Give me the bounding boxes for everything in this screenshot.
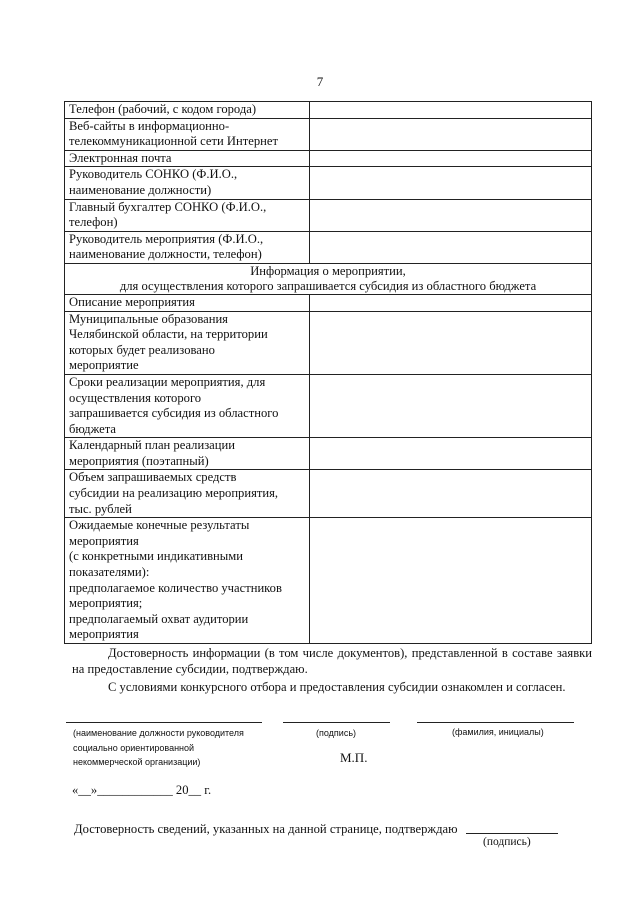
- row-label: Руководитель СОНКО (Ф.И.О., наименование должности): [65, 167, 310, 199]
- name-caption: (фамилия, инициалы): [452, 727, 544, 737]
- row-value-cell[interactable]: [310, 150, 592, 167]
- certify-paragraph: Достоверность информации (в том числе документов), представленной в составе заявки на предоставление субсидии, подтверждаю.: [72, 646, 592, 676]
- stamp-mark: М.П.: [340, 750, 368, 765]
- form-row: [65, 102, 592, 119]
- row-label: Телефон (рабочий, с кодом города): [65, 102, 310, 119]
- footer-confirm-text: Достоверность сведений, указанных на данной странице, подтверждаю: [74, 822, 458, 836]
- row-value-cell[interactable]: [310, 294, 592, 311]
- row-value-cell[interactable]: [310, 374, 592, 437]
- row-label: Объем запрашиваемых средств субсидии на реализацию мероприятия, тыс. рублей: [65, 470, 310, 518]
- section-header-row: [65, 263, 592, 294]
- form-row: [65, 167, 592, 199]
- form-row: [65, 199, 592, 231]
- row-value-cell[interactable]: [310, 102, 592, 119]
- row-label: Ожидаемые конечные результаты мероприятия (с конкретными индикативными показателями): предполагаемое количество участников мероприятия; предполагаемый охват аудитории мероприятия: [65, 518, 310, 644]
- application-form-table: [64, 101, 592, 644]
- section-header: Информация о мероприятии, для осуществления которого запрашивается субсидия из областного бюджета: [65, 263, 592, 294]
- page-number: 7: [316, 74, 324, 89]
- agree-paragraph: С условиями конкурсного отбора и предоставления субсидии ознакомлен и согласен.: [108, 680, 566, 694]
- footer-signature-line: [466, 833, 558, 834]
- form-row: [65, 150, 592, 167]
- name-signature-line: [417, 722, 574, 723]
- form-row: [65, 294, 592, 311]
- row-value-cell[interactable]: [310, 438, 592, 470]
- footer-signature-caption: (подпись): [483, 836, 531, 848]
- signature-line: [283, 722, 390, 723]
- row-label: Сроки реализации мероприятия, для осуществления которого запрашивается субсидия из областного бюджета: [65, 374, 310, 437]
- row-value-cell[interactable]: [310, 311, 592, 374]
- row-value-cell[interactable]: [310, 199, 592, 231]
- signature-caption: (подпись): [316, 728, 357, 738]
- row-value-cell[interactable]: [310, 167, 592, 199]
- row-value-cell[interactable]: [310, 470, 592, 518]
- row-label: Календарный план реализации мероприятия (поэтапный): [65, 438, 310, 470]
- row-label: Муниципальные образования Челябинской области, на территории которых будет реализовано мероприятие: [65, 311, 310, 374]
- form-row: [65, 518, 592, 644]
- position-signature-line: [66, 722, 262, 723]
- row-label: Главный бухгалтер СОНКО (Ф.И.О., телефон): [65, 199, 310, 231]
- row-label: Руководитель мероприятия (Ф.И.О., наименование должности, телефон): [65, 231, 310, 263]
- date-line: «__»____________ 20__ г.: [72, 783, 212, 797]
- form-row: [65, 438, 592, 470]
- row-label: Веб-сайты в информационно- телекоммуникационной сети Интернет: [65, 118, 310, 150]
- form-row: [65, 231, 592, 263]
- row-value-cell[interactable]: [310, 518, 592, 644]
- form-row: [65, 311, 592, 374]
- form-row: [65, 118, 592, 150]
- form-row: [65, 374, 592, 437]
- position-caption: (наименование должности руководителя социально ориентированной некоммерческой организации): [73, 728, 244, 767]
- row-label: Электронная почта: [65, 150, 310, 167]
- form-row: [65, 470, 592, 518]
- row-value-cell[interactable]: [310, 231, 592, 263]
- row-value-cell[interactable]: [310, 118, 592, 150]
- row-label: Описание мероприятия: [65, 294, 310, 311]
